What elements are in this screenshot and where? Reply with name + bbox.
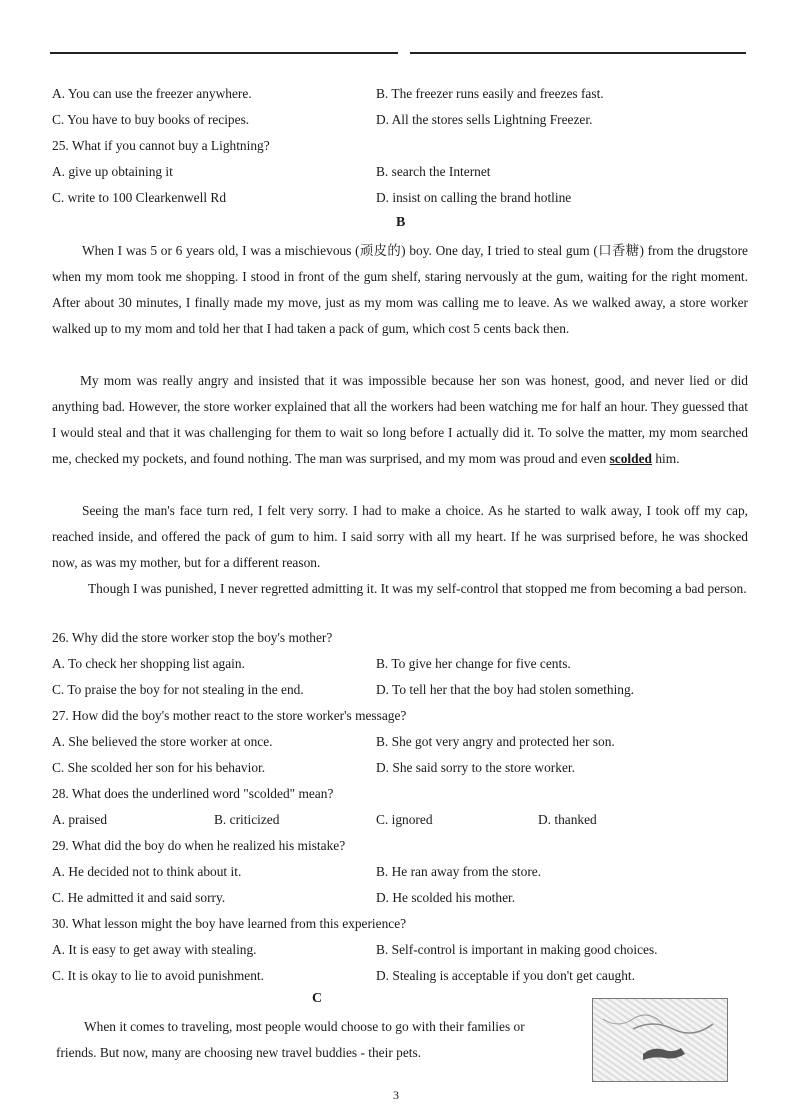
q25-question: 25. What if you cannot buy a Lightning? bbox=[52, 138, 270, 153]
q28-question: 28. What does the underlined word "scolded" mean? bbox=[52, 786, 334, 801]
q27-option-b: B. She got very angry and protected her son. bbox=[376, 734, 615, 749]
q27-question: 27. How did the boy's mother react to the store worker's message? bbox=[52, 708, 407, 723]
q28-option-c: C. ignored bbox=[376, 812, 433, 827]
q29-option-a: A. He decided not to think about it. bbox=[52, 864, 242, 879]
q26-option-a: A. To check her shopping list again. bbox=[52, 656, 245, 671]
paragraph-2-text: My mom was really angry and insisted that it was impossible because her son was honest, good, and never lied or did anything bad. However, the store worker explained that all the workers had been watching me for half an hour. They guessed that I would steal and that it was challenging for them to wait so long before I actually did it. To solve the matter, my mom searched me, checked my pockets, and found nothing. The man was surprised, and my mom was proud and even bbox=[52, 373, 748, 466]
q29-option-b: B. He ran away from the store. bbox=[376, 864, 542, 879]
q25-option-c: C. write to 100 Clearkenwell Rd bbox=[52, 190, 227, 205]
q30-option-a: A. It is easy to get away with stealing. bbox=[52, 942, 257, 957]
q28-option-b: B. criticized bbox=[214, 812, 280, 827]
passage-b-paragraph-3: Seeing the man's face turn red, I felt very sorry. I had to make a choice. As he started to walk away, I took off my cap, reached inside, and offered the pack of gum to him. I said sorry with all my heart. If he was surprised before, he was shocked now, as was my mother, but for a different reason. bbox=[52, 503, 748, 570]
top-rule-left bbox=[50, 52, 398, 54]
q30-option-d: D. Stealing is acceptable if you don't get caught. bbox=[376, 968, 635, 983]
q30-question: 30. What lesson might the boy have learned from this experience? bbox=[52, 916, 407, 931]
q29-option-d: D. He scolded his mother. bbox=[376, 890, 516, 905]
top-rule-right bbox=[410, 52, 746, 54]
passage-c-line-2: friends. But now, many are choosing new travel buddies - their pets. bbox=[56, 1045, 422, 1060]
q26-option-b: B. To give her change for five cents. bbox=[376, 656, 571, 671]
passage-b-paragraph-2 bbox=[52, 368, 748, 472]
q26-option-c: C. To praise the boy for not stealing in the end. bbox=[52, 682, 304, 697]
passage-b-paragraph-1: When I was 5 or 6 years old, I was a mischievous (顽皮的) boy. One day, I tried to steal gum (口香糖) from the drugstore when my mom took me shopping. I stood in front of the gum shelf, staring nervously at the gum, waiting for the right moment. After about 30 minutes, I finally made my move, just as my mom was calling me to leave. As we walked away, a store worker walked up to my mom and told her that I had taken a pack of gum, which cost 5 cents back then. bbox=[52, 243, 748, 336]
q25-option-b: B. search the Internet bbox=[376, 164, 491, 179]
paragraph-2-end: him. bbox=[652, 451, 680, 466]
q27-option-d: D. She said sorry to the store worker. bbox=[376, 760, 575, 775]
q26-question: 26. Why did the store worker stop the boy's mother? bbox=[52, 630, 333, 645]
section-b-heading: B bbox=[396, 215, 406, 230]
q29-option-c: C. He admitted it and said sorry. bbox=[52, 890, 226, 905]
section-c-heading: C bbox=[312, 991, 323, 1006]
q24-option-b: B. The freezer runs easily and freezes fast. bbox=[376, 86, 604, 101]
q30-option-c: C. It is okay to lie to avoid punishment. bbox=[52, 968, 265, 983]
passage-b-paragraph-4: Though I was punished, I never regretted admitting it. It was my self-control that stopped me from becoming a bad person. bbox=[88, 581, 747, 596]
q27-option-a: A. She believed the store worker at once. bbox=[52, 734, 273, 749]
passage-c-line-1: When it comes to traveling, most people would choose to go with their families or bbox=[84, 1019, 525, 1034]
underlined-word-scolded: scolded bbox=[609, 451, 652, 466]
travel-pet-image bbox=[592, 998, 728, 1082]
page-number: 3 bbox=[393, 1088, 399, 1102]
q29-question: 29. What did the boy do when he realized his mistake? bbox=[52, 838, 346, 853]
q30-option-b: B. Self-control is important in making good choices. bbox=[376, 942, 658, 957]
q26-option-d: D. To tell her that the boy had stolen something. bbox=[376, 682, 635, 697]
q25-option-d: D. insist on calling the brand hotline bbox=[376, 190, 572, 205]
q27-option-c: C. She scolded her son for his behavior. bbox=[52, 760, 266, 775]
q24-option-a: A. You can use the freezer anywhere. bbox=[52, 86, 252, 101]
q25-option-a: A. give up obtaining it bbox=[52, 164, 173, 179]
q24-option-d: D. All the stores sells Lightning Freezer. bbox=[376, 112, 593, 127]
pet-sketch-icon bbox=[593, 999, 727, 1081]
q24-option-c: C. You have to buy books of recipes. bbox=[52, 112, 250, 127]
q28-option-d: D. thanked bbox=[538, 812, 597, 827]
q28-option-a: A. praised bbox=[52, 812, 108, 827]
